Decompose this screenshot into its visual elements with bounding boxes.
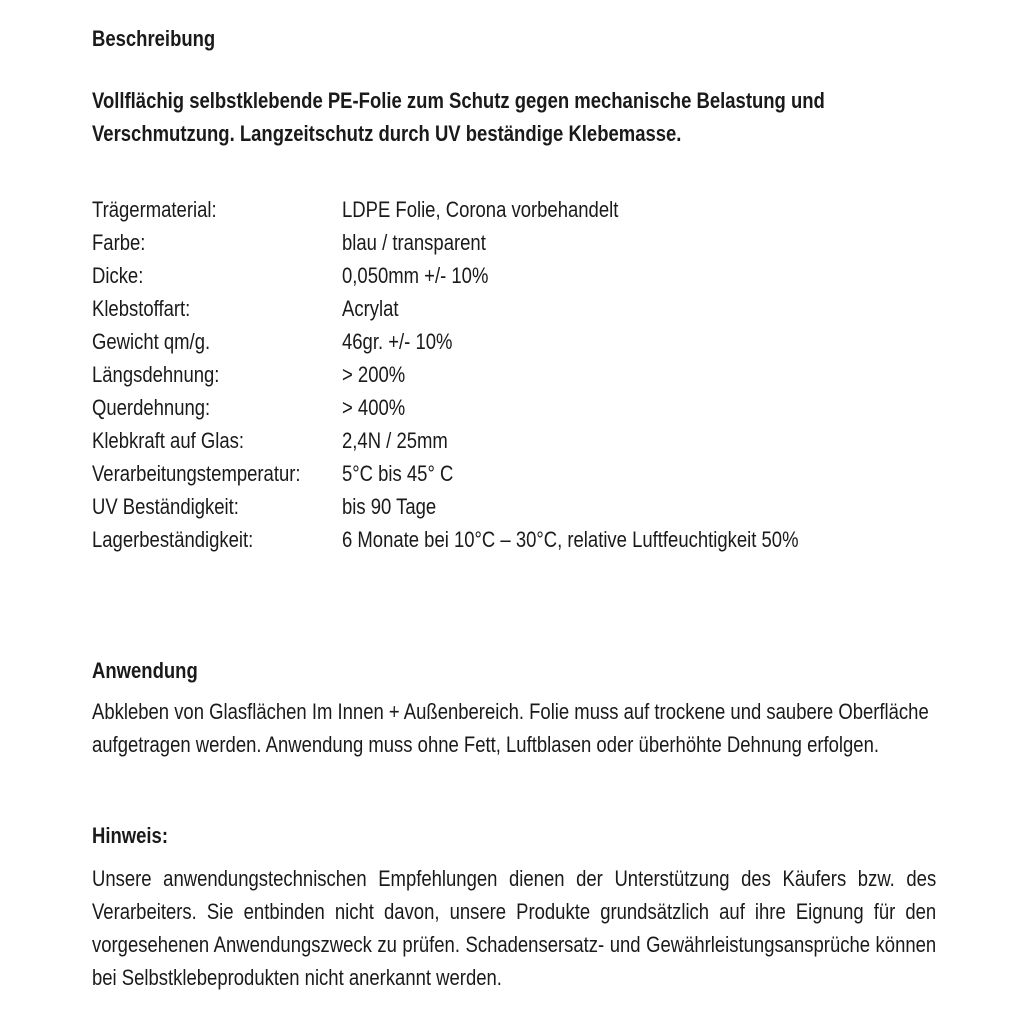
intro-line: Verschmutzung. Langzeitschutz durch UV beständige Klebemasse.	[92, 121, 682, 146]
spec-value: > 400%	[342, 395, 406, 420]
spec-label: Querdehnung:	[92, 395, 211, 420]
hinweis-paragraph	[92, 862, 936, 994]
spec-value: 46gr. +/- 10%	[342, 329, 453, 354]
spec-label: Trägermaterial:	[92, 197, 217, 222]
spec-value: blau / transparent	[342, 230, 486, 255]
paragraph-line: vorgesehenen Anwendungszweck zu prüfen. Schadensersatz- und Gewährleistungsansprüche können	[92, 932, 937, 957]
spec-label: UV Beständigkeit:	[92, 494, 239, 519]
paragraph-line: Abkleben von Glasflächen Im Innen + Außenbereich. Folie muss auf trockene und saubere Oberfläche	[92, 699, 929, 724]
spec-label: Klebkraft auf Glas:	[92, 428, 245, 453]
beschreibung-heading: Beschreibung	[92, 26, 216, 51]
anwendung-paragraph	[92, 695, 929, 761]
spec-label: Farbe:	[92, 230, 146, 255]
anwendung-heading: Anwendung	[92, 658, 198, 683]
spec-value: 2,4N / 25mm	[342, 428, 448, 453]
spec-value: bis 90 Tage	[342, 494, 437, 519]
paragraph-line: aufgetragen werden. Anwendung muss ohne Fett, Luftblasen oder überhöhte Dehnung erfolgen.	[92, 732, 879, 757]
spec-label: Klebstoffart:	[92, 296, 191, 321]
spec-label: Lagerbeständigkeit:	[92, 527, 254, 552]
paragraph-line: Unsere anwendungstechnischen Empfehlungen dienen der Unterstützung des Käufers bzw. des	[92, 866, 937, 891]
spec-label: Gewicht qm/g.	[92, 329, 211, 354]
spec-label: Längsdehnung:	[92, 362, 220, 387]
spec-label: Dicke:	[92, 263, 144, 288]
spec-label: Verarbeitungstemperatur:	[92, 461, 301, 486]
beschreibung-intro	[92, 84, 825, 150]
intro-line: Vollflächig selbstklebende PE-Folie zum Schutz gegen mechanische Belastung und	[92, 88, 825, 113]
spec-value: LDPE Folie, Corona vorbehandelt	[342, 197, 619, 222]
spec-value: 0,050mm +/- 10%	[342, 263, 489, 288]
paragraph-line: Verarbeiters. Sie entbinden nicht davon, unsere Produkte grundsätzlich auf ihre Eignung für den	[92, 899, 937, 924]
spec-value: 6 Monate bei 10°C – 30°C, relative Luftfeuchtigkeit 50%	[342, 527, 799, 552]
spec-value: 5°C bis 45° C	[342, 461, 454, 486]
paragraph-line: bei Selbstklebeprodukten nicht anerkannt werden.	[92, 965, 502, 990]
spec-value: Acrylat	[342, 296, 399, 321]
spec-value: > 200%	[342, 362, 406, 387]
hinweis-heading: Hinweis:	[92, 823, 168, 848]
